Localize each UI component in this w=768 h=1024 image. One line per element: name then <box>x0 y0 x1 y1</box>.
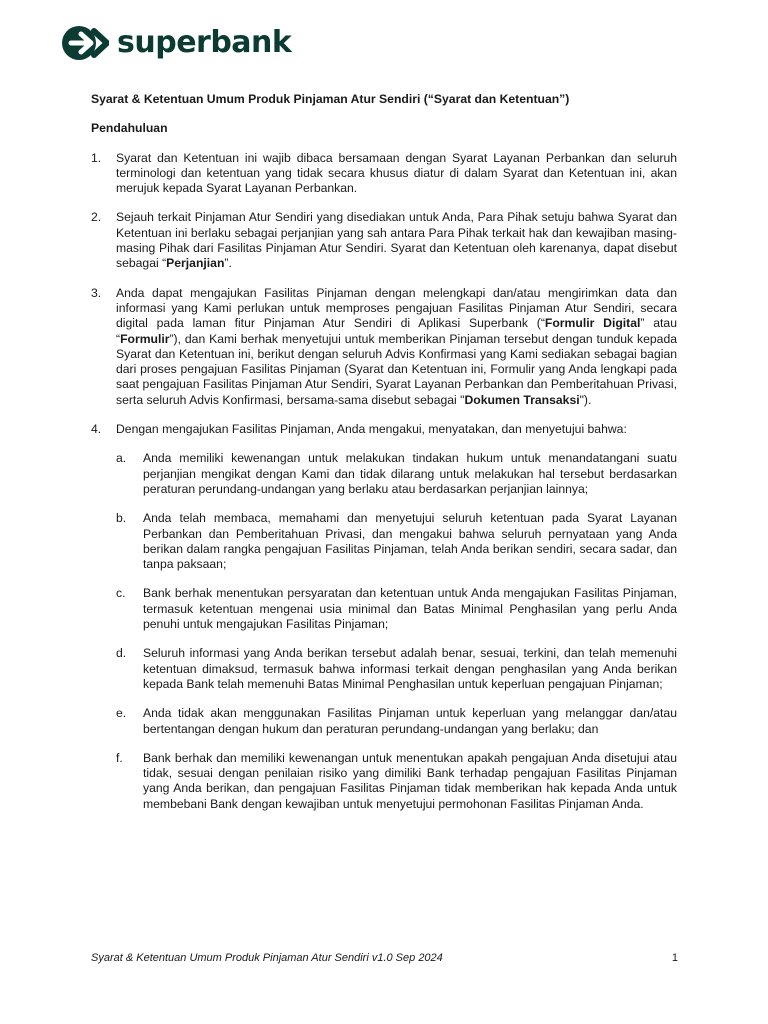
sub-item-text: Bank berhak dan memiliki kewenangan untuk menentukan apakah pengajuan Anda disetujui atau tidak, sesuai dengan penilaian risiko yang dimiliki Bank terhadap pengajuan Fasilitas Pinjaman yang Anda berikan, dan pengajuan Fasilitas Pinjaman tidak memberikan hak kepada Anda untuk membebani Bank dengan kewajiban untuk menyetujui permohonan Fasilitas Pinjaman Anda. <box>143 750 677 811</box>
sub-item-number: b. <box>116 511 127 526</box>
page-number: 1 <box>671 952 678 964</box>
defined-term-perjanjian: Perjanjian <box>166 256 225 271</box>
document-title: Syarat & Ketentuan Umum Produk Pinjaman Atur Sendiri (“Syarat dan Ketentuan”) <box>91 92 570 106</box>
page-footer <box>91 952 678 964</box>
sub-item-c <box>116 586 677 632</box>
item-text: Anda dapat mengajukan Fasilitas Pinjaman dengan melengkapi dan/atau mengirimkan data dan informasi yang Kami perlukan untuk memproses pengajuan Fasilitas Pinjaman Atur Sendiri, secara digital pada laman fitur Pinjaman Atur Sendiri di Aplikasi Superbank (“Formulir Digital” atau “Formulir”), dan Kami berhak menyetujui untuk memberikan Pinjaman tersebut dengan tunduk kepada Syarat dan Ketentuan ini, berikut dengan seluruh Advis Konfirmasi yang Kami sediakan sebagai bagian dari proses pengajuan Fasilitas Pinjaman (Syarat dan Ketentuan ini, Formulir yang Anda lengkapi pada saat pengajuan Fasilitas Pinjaman Atur Sendiri, Syarat Layanan Perbankan dan Pemberitahuan Privasi, serta seluruh Advis Konfirmasi, bersama-sama disebut sebagai "Dokumen Transaksi"). <box>116 285 677 407</box>
defined-term-formulir: Formulir <box>120 331 170 346</box>
item-number: 1. <box>91 150 102 165</box>
item-text: Sejauh terkait Pinjaman Atur Sendiri yang disediakan untuk Anda, Para Pihak setuju bahwa Syarat dan Ketentuan ini berlaku sebagai perjanjian yang sah antara Para Pihak terkait hak dan kewajiban masing-masing Pihak dari Fasilitas Pinjaman Atur Sendiri. Syarat dan Ketentuan oleh karenanya, dapat disebut sebagai “Perjanjian”. <box>116 210 677 271</box>
list-item-3 <box>91 286 677 408</box>
list-item-2 <box>91 210 677 271</box>
sub-item-a <box>116 451 677 497</box>
item-number: 4. <box>91 422 102 437</box>
sub-item-number: a. <box>116 451 127 466</box>
superbank-logo-icon <box>61 23 109 63</box>
sub-item-text: Anda tidak akan menggunakan Fasilitas Pinjaman untuk keperluan yang melanggar dan/atau bertentangan dengan hukum dan peraturan perundang-undangan yang berlaku; dan <box>143 706 677 736</box>
footer-text: Syarat & Ketentuan Umum Produk Pinjaman Atur Sendiri v1.0 Sep 2024 <box>91 952 443 964</box>
defined-term-dokumen-transaksi: Dokumen Transaksi <box>464 392 580 407</box>
sub-item-b <box>116 511 677 572</box>
sub-item-text: Anda memiliki kewenangan untuk melakukan tindakan hukum untuk menandatangani suatu perjanjian mengikat dengan Kami dan tidak dilarang untuk melakukan hal tersebut berdasarkan peraturan perundang-undangan yang berlaku atau berdasarkan perjanjian lainnya; <box>143 451 677 496</box>
defined-term-formulir-digital: Formulir Digital <box>544 316 641 331</box>
item-number: 2. <box>91 210 102 225</box>
sub-item-d <box>116 646 677 692</box>
list-item-4 <box>91 422 677 812</box>
list-item-1 <box>91 151 677 197</box>
sub-item-e <box>116 706 677 737</box>
section-heading: Pendahuluan <box>91 121 168 136</box>
item-number: 3. <box>91 285 102 300</box>
sub-item-number: f. <box>116 750 123 765</box>
sub-item-number: c. <box>116 586 126 601</box>
sub-item-text: Anda telah membaca, memahami dan menyetujui seluruh ketentuan pada Syarat Layanan Perbankan dan Pemberitahuan Privasi, dan mengakui bahwa seluruh pernyataan yang Anda berikan dalam rangka pengajuan Fasilitas Pinjaman, telah Anda berikan sendiri, secara sadar, dan tanpa paksaan; <box>143 511 677 572</box>
superbank-logo <box>61 23 291 63</box>
item-text: Dengan mengajukan Fasilitas Pinjaman, Anda mengakui, menyatakan, dan menyetujui bahwa: <box>116 422 627 437</box>
brand-name: superbank <box>117 25 292 60</box>
sub-item-number: d. <box>116 646 127 661</box>
sub-item-text: Bank berhak menentukan persyaratan dan ketentuan untuk Anda mengajukan Fasilitas Pinjaman, termasuk ketentuan mengenai usia minimal dan Batas Minimal Penghasilan yang perlu Anda penuhi untuk mengajukan Fasilitas Pinjaman; <box>143 586 677 632</box>
document-body <box>91 92 677 826</box>
sub-item-number: e. <box>116 706 127 721</box>
item-text: Syarat dan Ketentuan ini wajib dibaca bersamaan dengan Syarat Layanan Perbankan dan seluruh terminologi dan ketentuan yang tidak secara khusus diatur di dalam Syarat dan Ketentuan ini, akan merujuk kepada Syarat Layanan Perbankan. <box>116 150 677 196</box>
sub-item-f <box>116 751 677 812</box>
sub-item-text: Seluruh informasi yang Anda berikan tersebut adalah benar, sesuai, terkini, dan telah memenuhi ketentuan dimaksud, termasuk bahwa informasi terkait dengan penghasilan yang Anda berikan kepada Bank telah memenuhi Batas Minimal Penghasilan untuk keperluan pengajuan Pinjaman; <box>143 646 677 691</box>
